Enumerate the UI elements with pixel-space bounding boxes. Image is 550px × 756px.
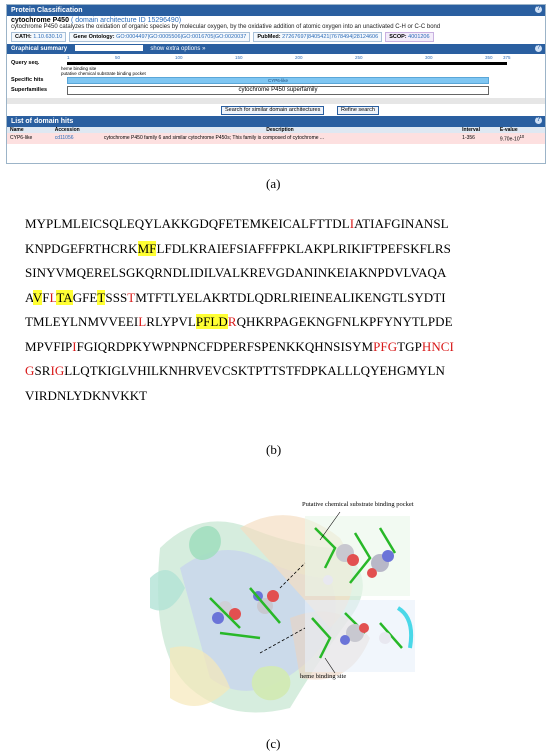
heme-site-label: heme binding site <box>61 66 97 71</box>
col-evalue: E-value <box>497 127 545 133</box>
scop-tag <box>385 32 433 42</box>
tag-label: PubMed: <box>257 34 281 40</box>
graphical-summary-bar <box>7 44 545 54</box>
sequence-line <box>25 261 540 286</box>
tick-label: 350 <box>485 55 493 60</box>
domain-hits-table <box>7 127 545 144</box>
cath-link[interactable]: 1.10.630.10 <box>33 34 63 40</box>
table-row[interactable] <box>7 133 545 144</box>
superfamily-bar[interactable]: cytochrome P450 superfamily <box>67 86 489 95</box>
superfamilies-label: Superfamilies <box>11 87 48 93</box>
key-residues: IG <box>50 363 65 378</box>
tick-label: 250 <box>355 55 363 60</box>
search-buttons <box>7 106 545 116</box>
pocket-callout: Putative chemical substrate binding pocket <box>302 501 414 508</box>
key-residues: PFG <box>373 338 398 354</box>
sequence-segment: A <box>25 289 33 305</box>
tick-label: 1 <box>67 55 70 60</box>
panel-label-c: (c) <box>266 736 281 751</box>
col-description: Description <box>101 127 459 133</box>
zoom-checkbox[interactable] <box>75 45 143 51</box>
highlighted-residues: TA <box>56 289 73 305</box>
cdd-search-panel <box>6 4 546 164</box>
sequence-segment: SR <box>34 363 51 378</box>
refine-search-button[interactable]: Refine search <box>337 106 379 115</box>
hit-accession[interactable]: cd11056 <box>52 133 101 144</box>
pocket-inset <box>305 516 410 596</box>
key-residues: R <box>227 314 237 329</box>
sequence-segment: SSS <box>105 289 128 305</box>
key-residues: L <box>138 314 147 329</box>
sequence-line <box>25 212 540 237</box>
tick-label: 300 <box>425 55 433 60</box>
sequence-segment: FGIQRDPKYWPNPNCFDPERFSPENKKQHNSISYM <box>76 338 374 354</box>
key-residues: I <box>349 216 355 231</box>
key-residues: L <box>49 289 57 305</box>
go-link[interactable]: GO:0004497|GO:0005506|GO:0016705|GO:0020037 <box>116 34 247 40</box>
extra-options-link[interactable]: show extra options » <box>150 46 206 52</box>
graphical-summary-area <box>7 54 545 106</box>
domain-hits-header <box>7 116 545 127</box>
search-similar-button[interactable]: Search for similar domain architectures <box>221 106 324 115</box>
sequence-segment: VIRDNLYDKNVKKT <box>25 387 148 403</box>
heme-inset <box>305 600 415 672</box>
horizontal-scrollbar[interactable] <box>7 98 545 104</box>
sequence-segment: ATIAFGINANSL <box>354 216 449 231</box>
classification-name: cytochrome P450 <box>11 17 69 24</box>
pocket-site-label: putative chemical substrate binding pocket <box>61 71 146 76</box>
go-tag <box>69 32 250 42</box>
help-icon[interactable]: ? <box>536 6 541 12</box>
sequence-segment: QHKRPAGEKNGFNLKPFYNYTLPDE <box>236 314 453 329</box>
query-ruler <box>67 62 507 65</box>
specific-hits-label: Specific hits <box>11 77 44 83</box>
sequence-segment: LFDLKRAIEFSIAFFFPKLAKPLRIKIFTPEFSKFLRS <box>156 240 451 256</box>
domain-hits-label: List of domain hits <box>11 118 74 125</box>
protein-classification-header <box>7 5 545 16</box>
key-residues: T <box>127 289 136 305</box>
hit-description: cytochrome P450 family 6 and similar cytochrome P450s; This family is composed of cytochrome ... <box>101 133 459 144</box>
classification-tags <box>7 30 545 44</box>
tick-label: 200 <box>295 55 303 60</box>
protein-structure-figure <box>140 488 550 728</box>
domain-architecture-link[interactable]: ( domain architecture ID 15296490) <box>70 17 182 24</box>
tick-label: 50 <box>115 55 121 60</box>
protein-sequence <box>25 212 540 408</box>
tag-label: CATH: <box>15 34 32 40</box>
sequence-segment: MTFTLYELAKRTDLQDRLRIEINEALIKENGTLSYDTI <box>135 289 446 305</box>
hit-evalue <box>497 133 545 144</box>
sequence-line <box>25 359 540 384</box>
sequence-line <box>25 310 540 335</box>
col-name: Name <box>7 127 52 133</box>
panel-label-b: (b) <box>266 442 282 457</box>
pubmed-link[interactable]: 27267697|8405421|7678494|28124606 <box>282 34 379 40</box>
highlighted-residues: PFLD <box>195 314 228 329</box>
sequence-line <box>25 286 540 311</box>
sequence-segment: GFE <box>72 289 98 305</box>
tag-label: SCOP: <box>389 34 407 40</box>
scop-link[interactable]: 4001206 <box>408 34 430 40</box>
tag-label: Gene Ontology: <box>73 34 115 40</box>
cath-tag <box>11 32 66 42</box>
key-residues: I <box>72 338 77 354</box>
help-icon[interactable]: ? <box>536 117 541 123</box>
col-interval: Interval <box>459 127 497 133</box>
sequence-segment: LLQTKIGLVHILKNHRVEVCSKTPTTSTFDPKALLLQYEHGMYLN <box>64 363 445 378</box>
help-icon[interactable]: ? <box>536 45 541 51</box>
highlighted-residues: T <box>97 289 106 305</box>
structure-svg <box>140 488 550 728</box>
header-label: Protein Classification <box>11 7 83 14</box>
tick-label: 100 <box>175 55 183 60</box>
evalue-base: 9.70e-10 <box>499 136 520 143</box>
key-residues: HNCI <box>421 338 454 354</box>
sequence-segment: RLYPVL <box>146 314 196 329</box>
panel-label-a: (a) <box>266 176 281 191</box>
col-accession: Accession <box>52 127 101 133</box>
sequence-segment: MYPLMLEICSQLEQYLAKKGDQFETEMKEICALFTTDL <box>25 216 350 231</box>
heme-callout: heme binding site <box>300 673 347 680</box>
classification-description: cytochrome P450 catalyzes the oxidation of organic species by molecular oxygen, by the oxidative addition of atomic oxygen into an unactivated C-H or C-C bond <box>11 24 441 30</box>
tick-label: 150 <box>235 55 243 60</box>
graphical-summary-label: Graphical summary <box>11 46 68 52</box>
sequence-segment: KNPDGEFRTHCRK <box>25 240 138 256</box>
sequence-segment: MPVFIP <box>25 338 73 354</box>
hit-name[interactable]: CYP6-like <box>7 133 52 144</box>
highlighted-residues: MF <box>137 240 157 256</box>
sequence-line <box>25 384 540 409</box>
highlighted-residues: V <box>32 289 43 305</box>
sequence-line <box>25 335 540 360</box>
key-residues: G <box>25 363 35 378</box>
sequence-line <box>25 237 540 262</box>
evalue-exponent: 10 <box>519 134 525 139</box>
sequence-segment: F <box>42 289 50 305</box>
sequence-segment: TGP <box>397 338 422 354</box>
hit-interval: 1-356 <box>459 133 497 144</box>
cyp6-hit-bar[interactable]: CYP6-like <box>67 77 489 84</box>
tick-label: 375 <box>503 55 511 60</box>
pubmed-tag <box>253 32 382 42</box>
classification-title <box>7 16 545 24</box>
query-seq-label: Query seq. <box>11 60 40 66</box>
sequence-segment: SINYVMQERELSGKQRNDLIDILVALKREVGDANINKEIAKNPDVLVAQA <box>25 265 447 280</box>
sequence-segment: TMLEYLNMVVEEI <box>25 314 139 329</box>
